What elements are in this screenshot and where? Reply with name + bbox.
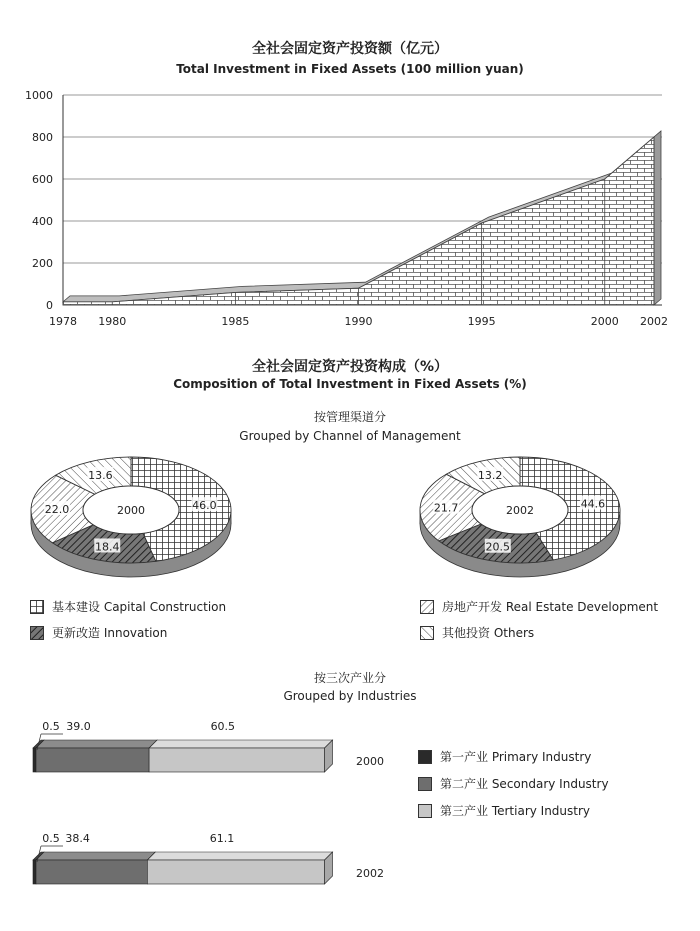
- legend-innovation-label: 更新改造 Innovation: [52, 626, 168, 640]
- y-tick-label: 400: [32, 215, 53, 228]
- composition-subtitle: Composition of Total Investment in Fixed Assets (%): [173, 377, 527, 391]
- slice-label: 13.6: [88, 468, 113, 482]
- legend-real-estate-label: 房地产开发 Real Estate Development: [442, 600, 659, 614]
- secondary-swatch: [418, 777, 432, 791]
- chart-title: 全社会固定资产投资额（亿元）: [252, 41, 448, 57]
- legend-tertiary: [418, 802, 590, 819]
- composition-title: 全社会固定资产投资构成（%）: [251, 359, 449, 375]
- channel-group-title: 按管理渠道分: [313, 410, 387, 424]
- bar-year-label: 2000: [356, 755, 384, 768]
- slice-label: 21.7: [433, 501, 459, 515]
- donut-year-label: 2000: [117, 504, 145, 517]
- legend-secondary-label: 第二产业 Secondary Industry: [440, 777, 609, 791]
- slice-label: 22.0: [44, 503, 70, 517]
- bar-top-face: [149, 740, 332, 748]
- area-side-face: [654, 131, 661, 305]
- slice-label: 46.0: [192, 499, 217, 513]
- y-tick-label: 600: [32, 173, 53, 186]
- bar-segment: [33, 860, 36, 884]
- tertiary-swatch: [418, 804, 432, 818]
- bar-year-label: 2002: [356, 867, 384, 880]
- bar-value-label: 60.5: [210, 720, 236, 733]
- bar-value-label: 0.5: [42, 720, 60, 733]
- donut-year-label: 2002: [506, 504, 534, 517]
- industries-group-title: 按三次产业分: [313, 671, 387, 685]
- bar-top-face: [36, 852, 155, 860]
- x-tick-label: 1985: [221, 315, 250, 328]
- bar-value-label: 0.5: [42, 832, 60, 845]
- slice-label: 18.4: [95, 540, 120, 554]
- x-tick-label: 1995: [467, 315, 496, 328]
- slice-label: 20.5: [485, 540, 511, 554]
- bar-segment: [36, 860, 147, 884]
- capital-construction-swatch: [30, 600, 44, 614]
- x-tick-label: 1980: [98, 315, 127, 328]
- slice-label: 44.6: [580, 497, 606, 511]
- legend-others-label: 其他投资 Others: [442, 626, 535, 640]
- industries-bar-chart: [0, 710, 420, 925]
- investment-area-chart: [0, 0, 700, 340]
- innovation-swatch: [30, 626, 44, 640]
- channel-group-subtitle: Grouped by Channel of Management: [239, 429, 461, 443]
- industries-group-subtitle: Grouped by Industries: [283, 689, 417, 703]
- real-estate-swatch: [420, 600, 434, 614]
- legend-capital-construction-label: 基本建设 Capital Construction: [52, 600, 227, 614]
- y-tick-label: 0: [46, 299, 53, 312]
- x-tick-label: 1990: [344, 315, 373, 328]
- legend-primary: [418, 748, 591, 765]
- slice-label: 13.2: [477, 468, 503, 482]
- legend-others: [420, 624, 534, 641]
- bar-value-label: 61.1: [209, 832, 235, 845]
- y-tick-label: 800: [32, 131, 53, 144]
- bar-value-label: 39.0: [66, 720, 91, 733]
- bar-top-face: [36, 740, 157, 748]
- bar-segment: [36, 748, 149, 772]
- legend-secondary: [418, 775, 609, 792]
- legend-real-estate: [420, 598, 658, 615]
- others-swatch: [420, 626, 434, 640]
- primary-swatch: [418, 750, 432, 764]
- bar-segment: [149, 748, 324, 772]
- x-tick-label: 1978: [49, 315, 77, 328]
- legend-innovation: [30, 624, 167, 641]
- x-tick-label: 2000: [590, 315, 619, 328]
- bar-segment: [147, 860, 324, 884]
- legend-capital-construction: [30, 598, 226, 615]
- chart-subtitle: Total Investment in Fixed Assets (100 million yuan): [176, 62, 524, 76]
- legend-primary-label: 第一产业 Primary Industry: [440, 750, 592, 764]
- bar-segment: [33, 748, 36, 772]
- bar-value-label: 38.4: [65, 832, 90, 845]
- bar-top-face: [147, 852, 332, 860]
- channel-donut-charts: [0, 440, 700, 590]
- y-tick-label: 200: [32, 257, 53, 270]
- x-tick-label: 2002: [640, 315, 668, 328]
- y-tick-label: 1000: [25, 89, 53, 102]
- legend-tertiary-label: 第三产业 Tertiary Industry: [440, 804, 591, 818]
